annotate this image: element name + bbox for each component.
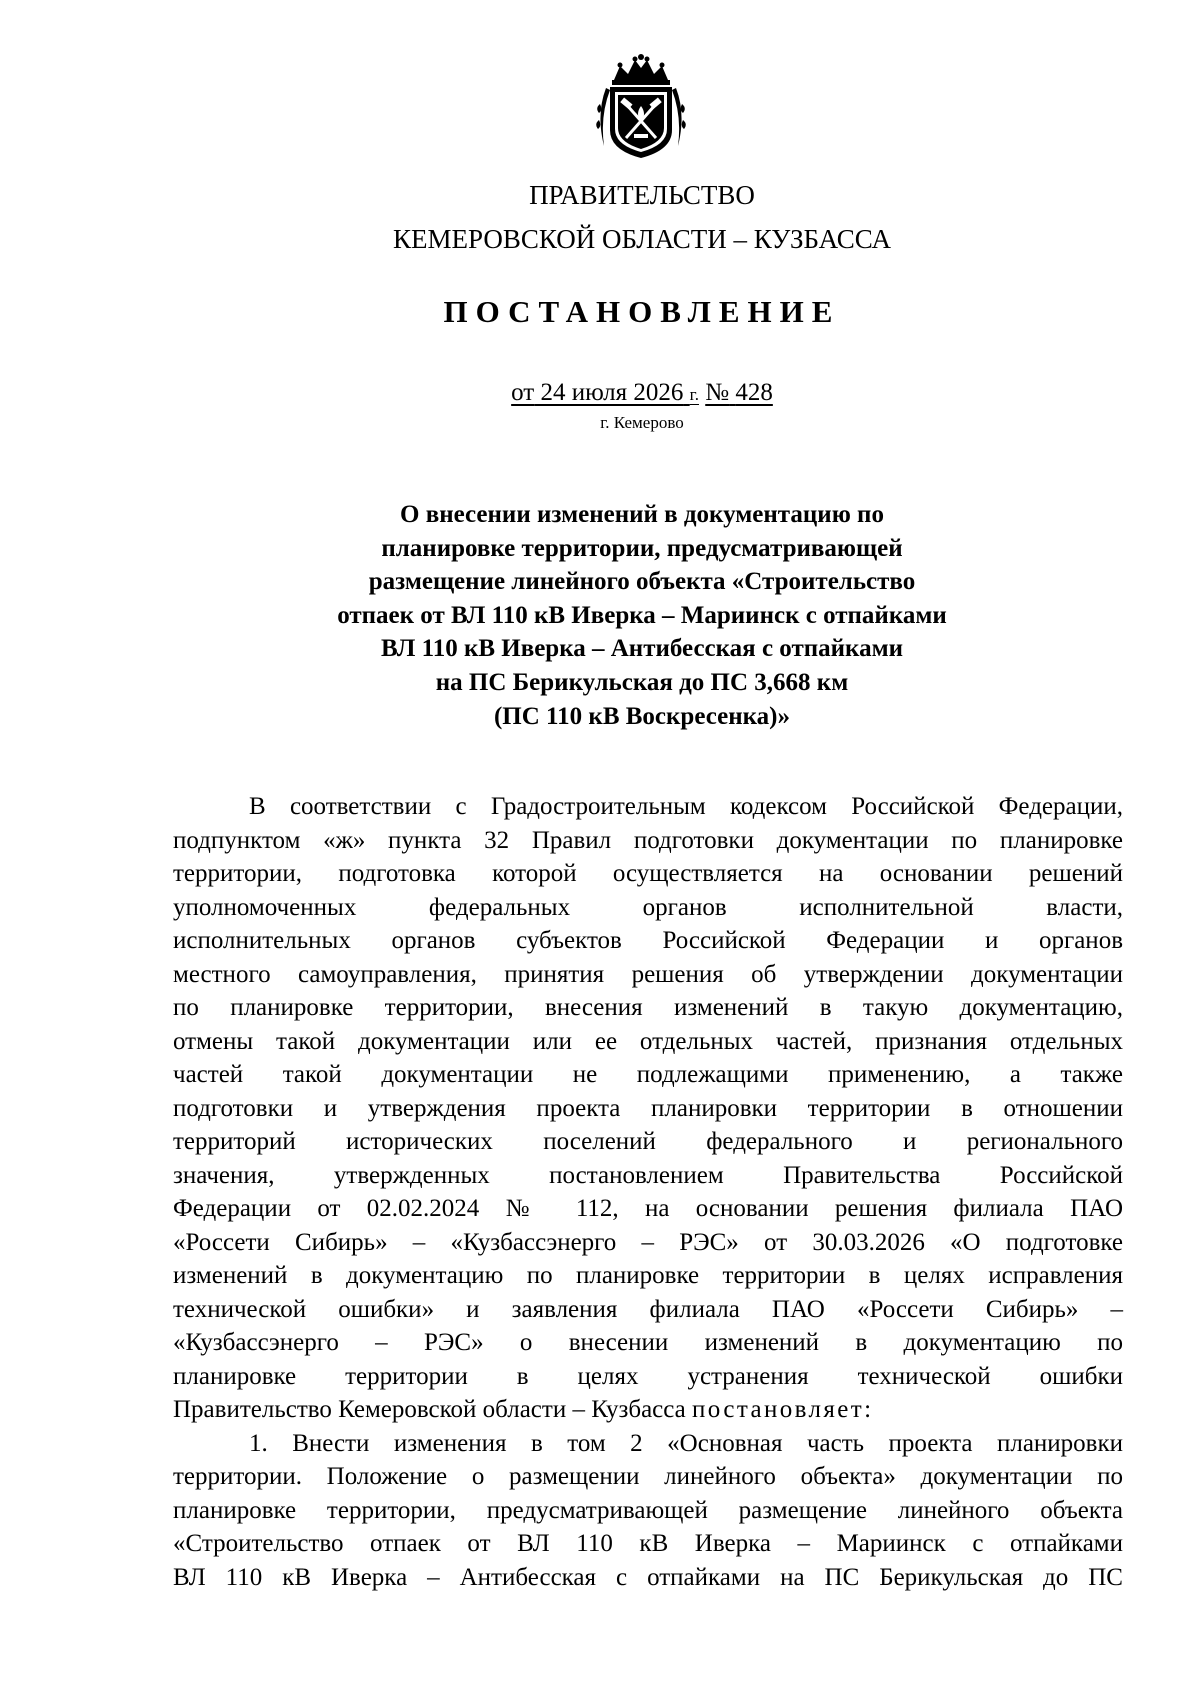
body-line: значения, утвержденных постановлением Правительства Российской (173, 1161, 1123, 1189)
title-line: размещение линейного объекта «Строительство (368, 568, 916, 596)
body-line: технической ошибки» и заявления филиала ПАО «Россети Сибирь» – (173, 1295, 1123, 1323)
body-line: территории, подготовка которой осуществляется на основании решений (173, 860, 1123, 887)
body-line: подготовки и утверждения проекта планировки территории в отношении (173, 1094, 1123, 1122)
coat-of-arms-icon (594, 54, 688, 160)
title-line: (ПС 110 кВ Воскресенка)» (493, 702, 790, 730)
government-name-line2: КЕМЕРОВСКОЙ ОБЛАСТИ – КУЗБАССА (393, 224, 891, 254)
body-line: В соответствии с Градостроительным кодексом Российской Федерации, (249, 793, 1123, 820)
title-line: отпаек от ВЛ 110 кВ Иверка – Мариинск с отпайками (337, 601, 947, 629)
body-line: местного самоуправления, принятия решения об утверждении документации (173, 960, 1123, 988)
title-line: на ПС Берикульская до ПС 3,668 км (435, 668, 849, 696)
body-line: территорий исторических поселений федерального и регионального (173, 1128, 1123, 1155)
body-line: частей такой документации не подлежащими применению, а также (173, 1061, 1123, 1088)
date-number-line (0, 378, 1200, 410)
item1-line: ВЛ 110 кВ Иверка – Антибесская с отпайками на ПС Берикульская до ПС (173, 1563, 1123, 1591)
item1-line: 1. Внести изменения в том 2 «Основная часть проекта планировки (249, 1429, 1123, 1457)
document-date: 24 июля 2026 (540, 379, 684, 406)
resolution-line (173, 1393, 1123, 1427)
title-line: ВЛ 110 кВ Иверка – Антибесская с отпайками (380, 635, 904, 663)
title-line: О внесении изменений в документацию по (400, 501, 884, 528)
title-line: планировке территории, предусматривающей (381, 534, 903, 562)
body-line: по планировке территории, внесения изменений в такую документацию, (173, 994, 1123, 1021)
body-line: «Россети Сибирь» – «Кузбассэнерго – РЭС» от 30.03.2026 «О подготовке (173, 1228, 1123, 1256)
document-type: ПОСТАНОВЛЕНИЕ (443, 294, 841, 329)
document-body (173, 790, 1123, 1594)
item1-line: территории. Положение о размещении линейного объекта» документации по (173, 1463, 1123, 1490)
number-sign: № (705, 379, 730, 406)
body-line: изменений в документацию по планировке территории в целях исправления (173, 1262, 1123, 1289)
body-line: исполнительных органов субъектов Российской Федерации и органов (173, 927, 1123, 954)
date-prefix: от (511, 379, 535, 406)
body-line: отмены такой документации или ее отдельных частей, признания отдельных (173, 1027, 1123, 1055)
resolution-word: постановляет (692, 1396, 865, 1423)
resolution-colon: : (864, 1396, 872, 1423)
resolution-subject: Правительство Кемеровской области – Кузбасса (173, 1396, 686, 1423)
document-title (260, 498, 1024, 733)
body-line: уполномоченных федеральных органов исполнительной власти, (173, 893, 1123, 921)
government-name-line1: ПРАВИТЕЛЬСТВО (529, 180, 755, 210)
body-line: подпунктом «ж» пункта 32 Правил подготовки документации по планировке (173, 826, 1123, 854)
item1-line: планировке территории, предусматривающей размещение линейного объекта (173, 1496, 1123, 1524)
year-suffix: г. (689, 385, 699, 404)
body-line: Федерации от 02.02.2024 № 112, на основании решения филиала ПАО (173, 1195, 1123, 1222)
body-line: «Кузбассэнерго – РЭС» о внесении изменений в документацию по (173, 1329, 1123, 1356)
document-number: 428 (735, 379, 773, 406)
body-line: планировке территории в целях устранения технической ошибки (173, 1362, 1123, 1390)
item1-line: «Строительство отпаек от ВЛ 110 кВ Иверка – Мариинск с отпайками (173, 1530, 1123, 1557)
city-name: г. Кемерово (600, 413, 684, 432)
